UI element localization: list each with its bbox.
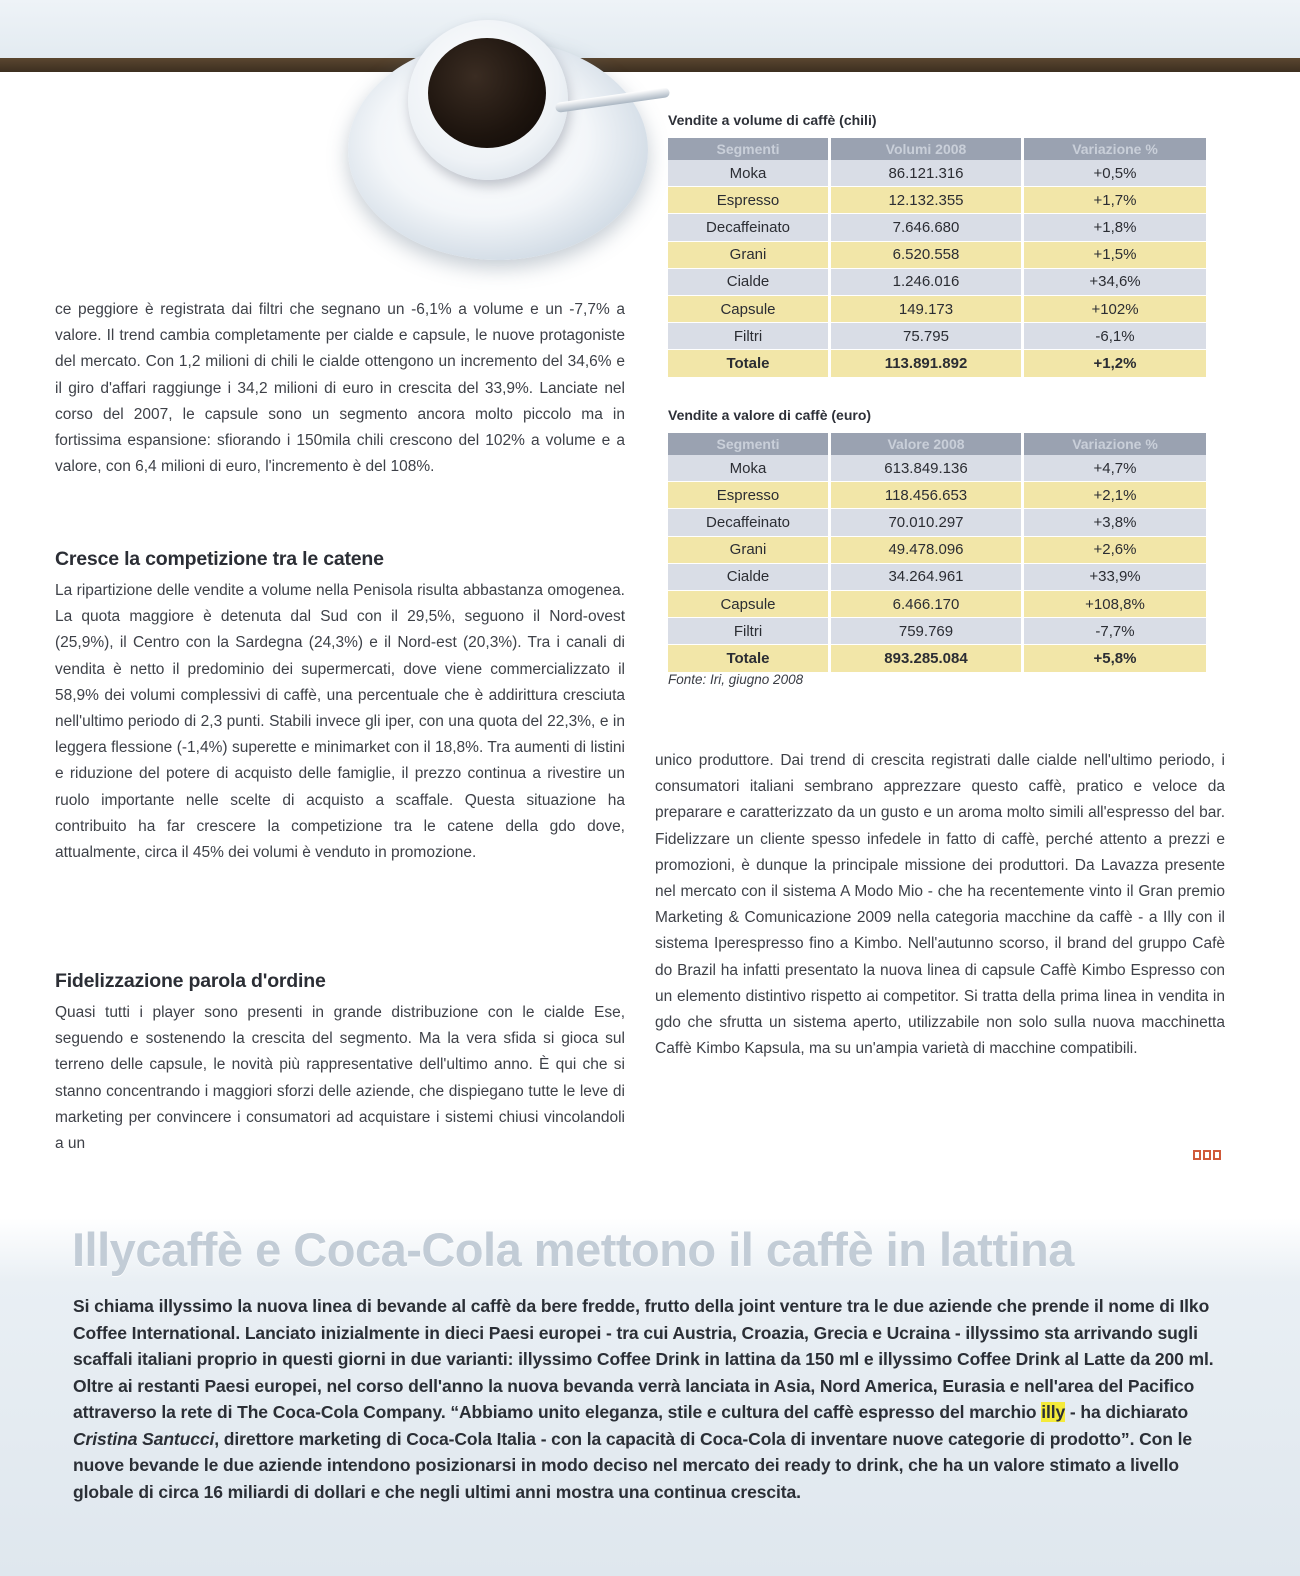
left-section-1-body (55, 578, 625, 866)
table-value (668, 433, 1206, 673)
table-cell: +1,8% (1023, 214, 1207, 241)
coffee-image (428, 38, 546, 148)
table-total-row (668, 350, 1206, 377)
paragraph-producers: unico produttore. Dai trend di crescita registrati dalle cialde nell'ultimo periodo, i consumatori italiani sembrano apprezzare questo caffè, pratico e veloce da preparare e caratterizzato da un gusto e un aroma molto simili all'espresso del bar. Fidelizzare un cliente spesso infedele in fatto di caffè, perché attento a prezzi e promozioni, è dunque la principale missione dei produttori. Da Lavazza presente nel mercato con il sistema A Modo Mio - che ha recentemente vinto il Gran premio Marketing & Comunicazione 2009 nella categoria macchine da caffè - a Illy con il sistema Iperespresso fino a Kimbo. Nell'autunno scorso, il brand del gruppo Cafè do Brazil ha infatti presentato la nuova linea di capsule Caffè Kimbo Espresso con un elemento distintivo rispetto ai competitor. Si tratta della prima linea in vendita in gdo che sfrutta un sistema aperto, utilizzabile non solo sulla nuova macchinetta Caffè Kimbo Kapsula, ma su un'ampia varietà di macchine compatibili. (655, 752, 1225, 1058)
paragraph-loyalty: Quasi tutti i player sono presenti in grande distribuzione con le cialde Ese, seguendo e sostenendo la crescita del segmento. Ma la vera sfida si gioca sul terreno delle capsule, le novità più rappresentative dell'ultimo anno. È qui che si stanno concentrando i maggiori sforzi delle aziende, che dispiegano tutte le leve di marketing per convincere i consumatori ad acquistare i sistemi chiusi vincolandoli a un (55, 1004, 625, 1153)
table-cell: 12.132.355 (830, 187, 1023, 214)
table-header: Variazione % (1023, 433, 1207, 455)
table-cell: +5,8% (1023, 645, 1207, 672)
table-cell: +34,6% (1023, 268, 1207, 295)
right-column (655, 748, 1225, 1062)
left-section-1 (55, 548, 625, 571)
table-cell: -7,7% (1023, 618, 1207, 645)
intro-paragraph: ce peggiore è registrata dai filtri che segnano un -6,1% a volume e un -7,7% a valore. Il trend cambia completamente per cialde e capsule, le nuove protagoniste del mercato. Con 1,2 milioni di chili le cialde ottengono un incremento del 34,6% e il giro d'affari raggiunge i 34,2 milioni di euro in crescita del 33,9%. Lanciate nel corso del 2007, le capsule sono un segmento ancora molto piccolo ma in fortissima espansione: sfiorando i 150mila chili crescono del 102% a volume e a valore, con 6,4 milioni di euro, l'incremento è del 108%. (55, 301, 625, 476)
table-cell: +108,8% (1023, 590, 1207, 617)
table-cell: Filtri (668, 618, 830, 645)
table-cell: +1,7% (1023, 187, 1207, 214)
table-header-row (668, 433, 1206, 455)
table-row (668, 618, 1206, 645)
table-cell: +4,7% (1023, 455, 1207, 482)
table-cell: -6,1% (1023, 323, 1207, 350)
table-row (668, 590, 1206, 617)
table-source: Fonte: Iri, giugno 2008 (668, 672, 804, 687)
table-cell: 6.520.558 (830, 241, 1023, 268)
box-text-part: , direttore marketing di Coca-Cola Italia - con la capacità di Coca-Cola di inventare nuove categorie di prodotto”. Con le nuove bevande le due aziende intendono posizionarsi in modo deciso nel mercato dei ready to drink, che ha un valore stimato a livello globale di circa 16 miliardi di dollari e che negli ultimi anni mostra una continua crescita. (73, 1428, 1192, 1502)
left-intro (55, 297, 625, 480)
table-cell: Decaffeinato (668, 509, 830, 536)
table-cell: +102% (1023, 295, 1207, 322)
table-cell: Grani (668, 536, 830, 563)
table-cell: 613.849.136 (830, 455, 1023, 482)
table-header: Volumi 2008 (830, 138, 1023, 160)
table-cell: Cialde (668, 563, 830, 590)
subhead-competition: Cresce la competizione tra le catene (55, 548, 384, 570)
table-row (668, 268, 1206, 295)
table-cell: 113.891.892 (830, 350, 1023, 377)
table-cell: Moka (668, 160, 830, 187)
table-cell: Totale (668, 350, 830, 377)
table-row (668, 482, 1206, 509)
left-section-2 (55, 970, 625, 993)
table-total-row (668, 645, 1206, 672)
table-cell: +0,5% (1023, 160, 1207, 187)
table-row (668, 241, 1206, 268)
table-cell: 118.456.653 (830, 482, 1023, 509)
table-row (668, 509, 1206, 536)
table-cell: 86.121.316 (830, 160, 1023, 187)
table-cell: 49.478.096 (830, 536, 1023, 563)
table-row (668, 455, 1206, 482)
subhead-loyalty: Fidelizzazione parola d'ordine (55, 970, 326, 992)
table-row (668, 323, 1206, 350)
person-name: Cristina Santucci (73, 1428, 215, 1449)
table-cell: Espresso (668, 187, 830, 214)
article-end-icon (1193, 1150, 1221, 1162)
table-cell: Cialde (668, 268, 830, 295)
table-value-title: Vendite a valore di caffè (euro) (668, 407, 872, 423)
table-row (668, 187, 1206, 214)
table-header: Segmenti (668, 138, 830, 160)
table-cell: +2,6% (1023, 536, 1207, 563)
table-cell: 1.246.016 (830, 268, 1023, 295)
table-cell: +3,8% (1023, 509, 1207, 536)
box-title: Illycaffè e Coca-Cola mettono il caffè in lattina (72, 1223, 1074, 1276)
table-cell: Filtri (668, 323, 830, 350)
table-row (668, 214, 1206, 241)
table-cell: 34.264.961 (830, 563, 1023, 590)
table-cell: Moka (668, 455, 830, 482)
coffee-cup-photo (330, 0, 660, 290)
table-cell: 149.173 (830, 295, 1023, 322)
table-cell: 75.795 (830, 323, 1023, 350)
table-row (668, 160, 1206, 187)
table-cell: 6.466.170 (830, 590, 1023, 617)
table-cell: 7.646.680 (830, 214, 1023, 241)
table-row (668, 563, 1206, 590)
table-cell: 759.769 (830, 618, 1023, 645)
table-header: Segmenti (668, 433, 830, 455)
table-cell: Espresso (668, 482, 830, 509)
table-cell: +2,1% (1023, 482, 1207, 509)
table-volume-title: Vendite a volume di caffè (chili) (668, 112, 877, 128)
table-cell: Capsule (668, 590, 830, 617)
table-header-row (668, 138, 1206, 160)
table-cell: Decaffeinato (668, 214, 830, 241)
box-text (73, 1293, 1233, 1505)
table-cell: 70.010.297 (830, 509, 1023, 536)
table-cell: Grani (668, 241, 830, 268)
table-cell: +1,2% (1023, 350, 1207, 377)
paragraph-competition: La ripartizione delle vendite a volume nella Penisola risulta abbastanza omogenea. La quota maggiore è detenuta dal Sud con il 29,5%, seguono il Nord-ovest (25,9%), il Centro con la Sardegna (24,3%) e il Nord-est (20,3%). Tra i canali di vendita è netto il predominio dei supermercati, dove viene commercializzato il 58,9% dei volumi complessivi di caffè, una percentuale che è addirittura cresciuta nell'ultimo periodo di 2,3 punti. Stabili invece gli iper, con una quota del 22,3%, e in leggera flessione (-1,4%) superette e minimarket con il 18,8%. Tra aumenti di listini e riduzione del potere di acquisto delle famiglie, il prezzo continua a rivestire un ruolo importante nelle scelte di acquisto a scaffale. Questa situazione ha contribuito ha far crescere la competizione tra le catene della gdo dove, attualmente, circa il 45% dei volumi è venduto in promozione. (55, 582, 625, 862)
table-header: Valore 2008 (830, 433, 1023, 455)
left-section-2-body (55, 1000, 625, 1157)
table-header: Variazione % (1023, 138, 1207, 160)
table-cell: 893.285.084 (830, 645, 1023, 672)
table-volume (668, 138, 1206, 378)
table-row (668, 536, 1206, 563)
table-cell: +33,9% (1023, 563, 1207, 590)
table-cell: Capsule (668, 295, 830, 322)
table-row (668, 295, 1206, 322)
box-text-part: Si chiama illyssimo la nuova linea di bevande al caffè da bere fredde, frutto della joint venture tra le due aziende che prende il nome di Ilko Coffee International. Lanciato inizialmente in dieci Paesi europei - tra cui Austria, Croazia, Grecia e Ucraina - illyssimo sta arrivando sugli scaffali italiani proprio in questi giorni in due varianti: illyssimo Coffee Drink in lattina da 150 ml e illyssimo Coffee Drink al Latte da 200 ml. Oltre ai restanti Paesi europei, nel corso dell'anno la nuova bevanda verrà lanciata in Asia, Nord America, Eurasia e nell'area del Pacifico attraverso la rete di The Coca-Cola Company. “Abbiamo unito eleganza, stile e cultura del caffè espresso del marchio (73, 1296, 1214, 1422)
box-text-part: - ha dichiarato (1065, 1402, 1189, 1422)
highlighted-brand: illy (1041, 1402, 1066, 1422)
table-cell: Totale (668, 645, 830, 672)
table-cell: +1,5% (1023, 241, 1207, 268)
